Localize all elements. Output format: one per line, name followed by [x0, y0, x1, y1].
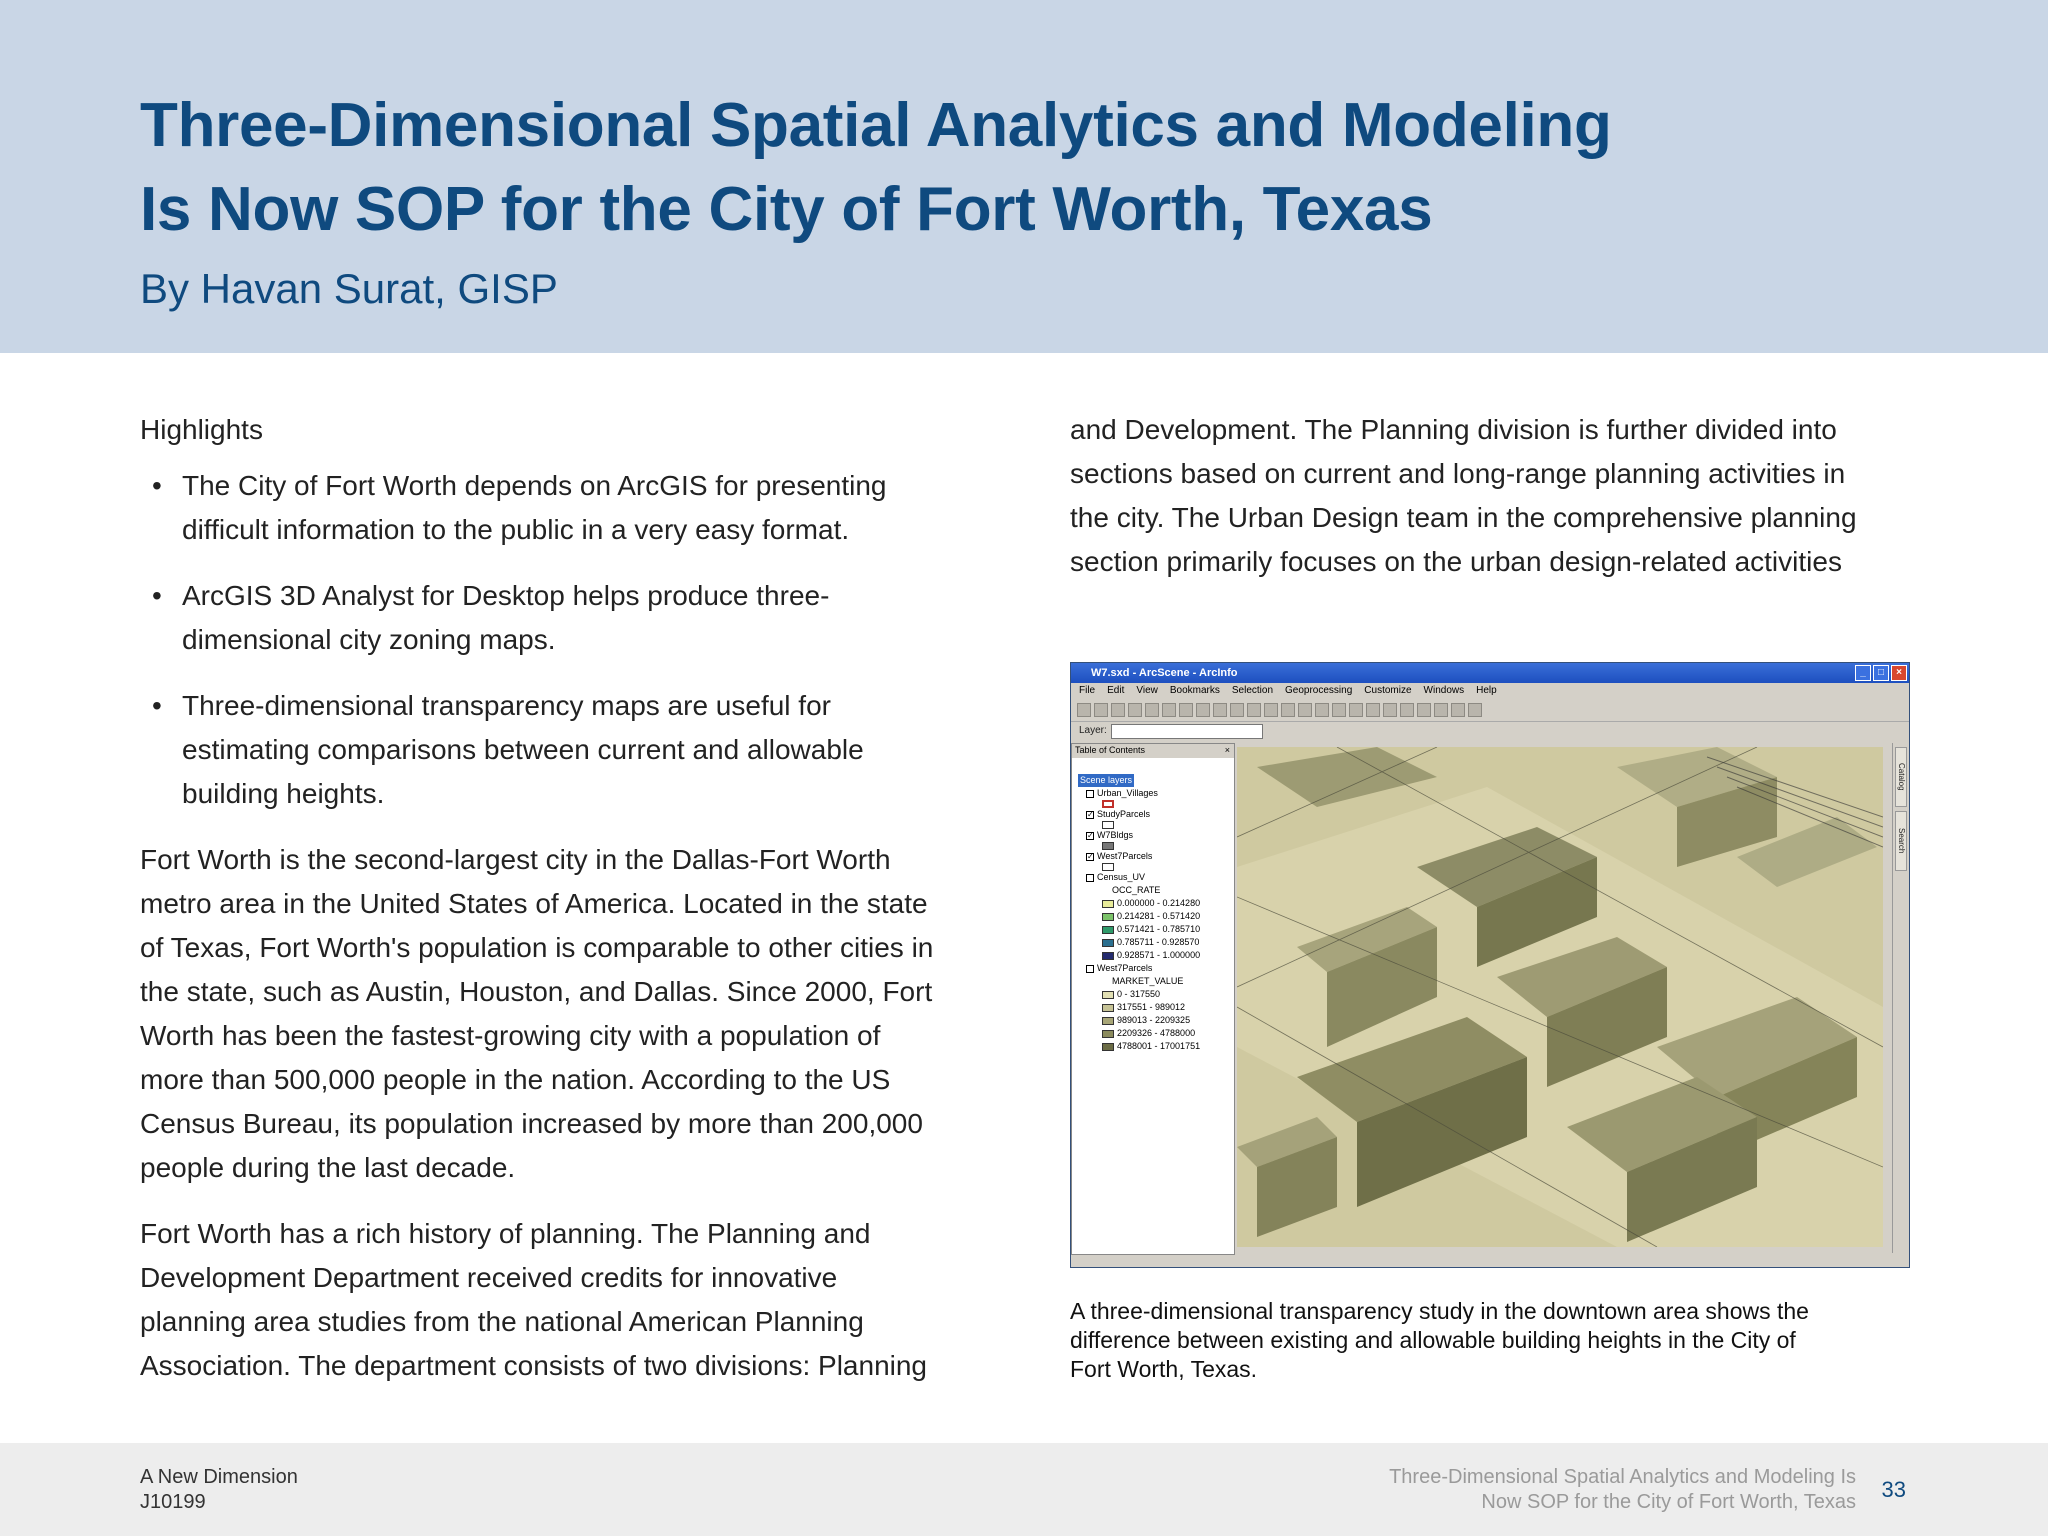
body-paragraph: [140, 1212, 970, 1388]
toolbar-tool-icon: [1298, 703, 1312, 717]
highlight-item: [140, 684, 970, 816]
symbol-swatch: [1102, 1043, 1114, 1051]
symbol-swatch: [1102, 842, 1114, 850]
toc-label: Scene layers: [1080, 775, 1133, 785]
highlight-line: The City of Fort Worth depends on ArcGIS for presenting: [182, 470, 887, 501]
toc-header: [1072, 744, 1234, 758]
publication-code: J10199: [140, 1491, 206, 1513]
toc-layer: [1072, 850, 1234, 863]
toc-label: 0.785711 - 0.928570: [1117, 937, 1200, 947]
running-title-line: Three-Dimensional Spatial Analytics and Modeling Is: [1389, 1466, 1856, 1488]
checkbox-icon: ✓: [1087, 851, 1094, 861]
symbol-swatch: [1102, 821, 1114, 829]
toolbar-tool-icon: [1247, 703, 1261, 717]
menu-view: View: [1136, 685, 1158, 696]
toolbar-tool-icon: [1366, 703, 1380, 717]
toc-class: [1072, 910, 1234, 923]
toc-title: Table of Contents: [1075, 745, 1146, 755]
toc-class: [1072, 1014, 1234, 1027]
toolbar-tool-icon: [1451, 703, 1465, 717]
checkbox-icon: ✓: [1087, 809, 1094, 819]
layer-label: Layer:: [1079, 725, 1107, 736]
highlight-line: ArcGIS 3D Analyst for Desktop helps produce three-: [182, 580, 830, 611]
toc-class: [1072, 988, 1234, 1001]
highlight-line: building heights.: [182, 778, 385, 809]
toc-label: Urban_Villages: [1097, 788, 1158, 798]
toc-class: [1072, 1040, 1234, 1053]
toc-label: W7Bldgs: [1097, 830, 1134, 840]
toolbar-tool-icon: [1417, 703, 1431, 717]
toolbar-tool-icon: [1213, 703, 1227, 717]
text-line: section primarily focuses on the urban design-related activities: [1070, 546, 1842, 577]
toolbar-tool-icon: [1162, 703, 1176, 717]
3d-scene-view: [1237, 747, 1883, 1247]
toc-layer: [1072, 787, 1234, 800]
toolbar-tool-icon: [1400, 703, 1414, 717]
caption-line: A three-dimensional transparency study in the downtown area shows the: [1070, 1298, 1809, 1324]
toc-label: StudyParcels: [1097, 809, 1151, 819]
text-line: planning area studies from the national American Planning: [140, 1306, 864, 1337]
toolbar-tool-icon: [1111, 703, 1125, 717]
toolbar-tool-icon: [1315, 703, 1329, 717]
highlight-line: Three-dimensional transparency maps are useful for: [182, 690, 831, 721]
toc-label: 0 - 317550: [1117, 989, 1161, 999]
body-paragraph: [140, 838, 970, 1190]
text-line: people during the last decade.: [140, 1152, 516, 1183]
toc-label: 0.571421 - 0.785710: [1117, 924, 1201, 934]
toc-class: [1072, 897, 1234, 910]
window-titlebar: [1071, 663, 1909, 683]
menu-edit: Edit: [1107, 685, 1125, 696]
text-line: more than 500,000 people in the nation. According to the US: [140, 1064, 891, 1095]
toolbar-tool-icon: [1128, 703, 1142, 717]
symbol-swatch: [1102, 800, 1114, 808]
byline: By Havan Surat, GISP: [140, 265, 558, 312]
toc-close-icon: ×: [1224, 745, 1230, 755]
menu-selection: Selection: [1231, 685, 1274, 696]
toolbar-tool-icon: [1383, 703, 1397, 717]
text-line: Worth has been the fastest-growing city with a population of: [140, 1020, 881, 1051]
toolbar-tool-icon: [1332, 703, 1346, 717]
highlight-line: estimating comparisons between current and allowable: [182, 734, 864, 765]
toolbar-tool-icon: [1179, 703, 1193, 717]
text-line: the city. The Urban Design team in the comprehensive planning: [1070, 502, 1857, 533]
toc-layer: [1072, 962, 1234, 975]
text-line: Development Department received credits for innovative: [140, 1262, 838, 1293]
symbol-swatch: [1102, 1004, 1114, 1012]
toc-layer: [1072, 808, 1234, 821]
bullet-icon: •: [152, 470, 162, 501]
menu-geoprocessing: Geoprocessing: [1285, 685, 1353, 696]
highlight-line: dimensional city zoning maps.: [182, 624, 556, 655]
body-paragraph: [1070, 408, 1910, 584]
maximize-icon: □: [1873, 665, 1889, 681]
toc-label: West7Parcels: [1097, 963, 1153, 973]
left-column: [140, 408, 970, 1410]
highlights-heading: Highlights: [140, 414, 263, 445]
close-icon: ×: [1891, 665, 1907, 681]
layer-bar: [1071, 722, 1909, 740]
toc-class: [1072, 923, 1234, 936]
toolbar-tool-icon: [1094, 703, 1108, 717]
text-line: Census Bureau, its population increased by more than 200,000: [140, 1108, 923, 1139]
toc-symbol: [1072, 821, 1234, 829]
page-title: [140, 84, 1612, 252]
toc-symbol: [1072, 842, 1234, 850]
page-footer: [0, 1443, 2048, 1536]
toc-layer: [1072, 871, 1234, 884]
table-of-contents: [1071, 743, 1235, 1255]
header-banner: [0, 0, 2048, 353]
catalog-tab: Catalog: [1895, 747, 1907, 807]
right-column: [1070, 408, 1910, 584]
toc-field: [1072, 975, 1234, 988]
toolbar-tool-icon: [1468, 703, 1482, 717]
toc-label: 0.928571 - 1.000000: [1117, 950, 1201, 960]
menu-windows: Windows: [1423, 685, 1465, 696]
toc-label: Census_UV: [1097, 872, 1146, 882]
toc-label: 4788001 - 17001751: [1117, 1041, 1201, 1051]
toc-class: [1072, 949, 1234, 962]
toolbar-tool-icon: [1264, 703, 1278, 717]
toc-class: [1072, 936, 1234, 949]
toc-label: 989013 - 2209325: [1117, 1015, 1191, 1025]
text-line: of Texas, Fort Worth's population is comparable to other cities in: [140, 932, 934, 963]
footer-running-title: [1389, 1465, 1856, 1515]
checkbox-icon: [1086, 965, 1094, 973]
highlights-list: [140, 464, 970, 816]
text-line: metro area in the United States of America. Located in the state: [140, 888, 928, 919]
text-line: Fort Worth has a rich history of planning. The Planning and: [140, 1218, 871, 1249]
menu-bar: [1071, 683, 1909, 699]
symbol-swatch: [1102, 926, 1114, 934]
highlight-line: difficult information to the public in a very easy format.: [182, 514, 850, 545]
arcscene-screenshot-figure: [1070, 662, 1910, 1268]
text-line: sections based on current and long-range planning activities in: [1070, 458, 1846, 489]
window-controls: [1855, 665, 1907, 681]
bullet-icon: •: [152, 690, 162, 721]
checkbox-icon: [1086, 790, 1094, 798]
toc-label: 317551 - 989012: [1117, 1002, 1186, 1012]
caption-line: Fort Worth, Texas.: [1070, 1356, 1258, 1382]
toc-label: West7Parcels: [1097, 851, 1153, 861]
toc-class: [1072, 1027, 1234, 1040]
page-number: 33: [1881, 1477, 1906, 1502]
symbol-swatch: [1102, 991, 1114, 999]
toolbar-tool-icon: [1349, 703, 1363, 717]
layer-select: [1111, 724, 1263, 739]
running-title-line: Now SOP for the City of Fort Worth, Texas: [1481, 1491, 1856, 1513]
toc-label: 2209326 - 4788000: [1117, 1028, 1196, 1038]
toolbar-tool-icon: [1281, 703, 1295, 717]
text-line: Fort Worth is the second-largest city in the Dallas-Fort Worth: [140, 844, 891, 875]
figure-caption: [1070, 1297, 1910, 1384]
text-line: Association. The department consists of two divisions: Planning: [140, 1350, 928, 1381]
toc-label: MARKET_VALUE: [1112, 976, 1184, 986]
symbol-swatch: [1102, 913, 1114, 921]
text-line: the state, such as Austin, Houston, and Dallas. Since 2000, Fort: [140, 976, 933, 1007]
toc-symbol: [1072, 800, 1234, 808]
toc-label: OCC_RATE: [1112, 885, 1161, 895]
highlight-item: [140, 574, 970, 662]
symbol-swatch: [1102, 900, 1114, 908]
symbol-swatch: [1102, 863, 1114, 871]
toolbar-tool-icon: [1196, 703, 1210, 717]
highlight-item: [140, 464, 970, 552]
symbol-swatch: [1102, 952, 1114, 960]
menu-bookmarks: Bookmarks: [1169, 685, 1220, 696]
menu-help: Help: [1476, 685, 1497, 696]
title-line-2: Is Now SOP for the City of Fort Worth, Texas: [140, 175, 1433, 244]
toc-symbol: [1072, 863, 1234, 871]
bullet-icon: •: [152, 580, 162, 611]
text-line: and Development. The Planning division is further divided into: [1070, 414, 1837, 445]
toc-label: 0.214281 - 0.571420: [1117, 911, 1201, 921]
toolbar-tool-icon: [1434, 703, 1448, 717]
toolbar-tool-icon: [1230, 703, 1244, 717]
toc-field: [1072, 884, 1234, 897]
toc-class: [1072, 1001, 1234, 1014]
side-panel-tabs: [1892, 743, 1909, 1253]
symbol-swatch: [1102, 939, 1114, 947]
title-line-1: Three-Dimensional Spatial Analytics and Modeling: [140, 91, 1612, 160]
caption-line: difference between existing and allowable building heights in the City of: [1070, 1327, 1796, 1353]
toolbar-tool-icon: [1145, 703, 1159, 717]
checkbox-icon: ✓: [1087, 830, 1094, 840]
toc-scene-layers: [1072, 774, 1234, 787]
symbol-swatch: [1102, 1030, 1114, 1038]
toolbar-tool-icon: [1077, 703, 1091, 717]
minimize-icon: _: [1855, 665, 1871, 681]
search-tab: Search: [1895, 811, 1907, 871]
publication-name: A New Dimension: [140, 1466, 298, 1488]
toc-label: 0.000000 - 0.214280: [1117, 898, 1201, 908]
menu-file: File: [1079, 685, 1096, 696]
symbol-swatch: [1102, 1017, 1114, 1025]
toc-layer: [1072, 829, 1234, 842]
toolbar: [1071, 699, 1909, 722]
checkbox-icon: [1086, 874, 1094, 882]
footer-publication: [140, 1465, 298, 1515]
menu-customize: Customize: [1364, 685, 1412, 696]
window-title: W7.sxd - ArcScene - ArcInfo: [1091, 667, 1238, 679]
